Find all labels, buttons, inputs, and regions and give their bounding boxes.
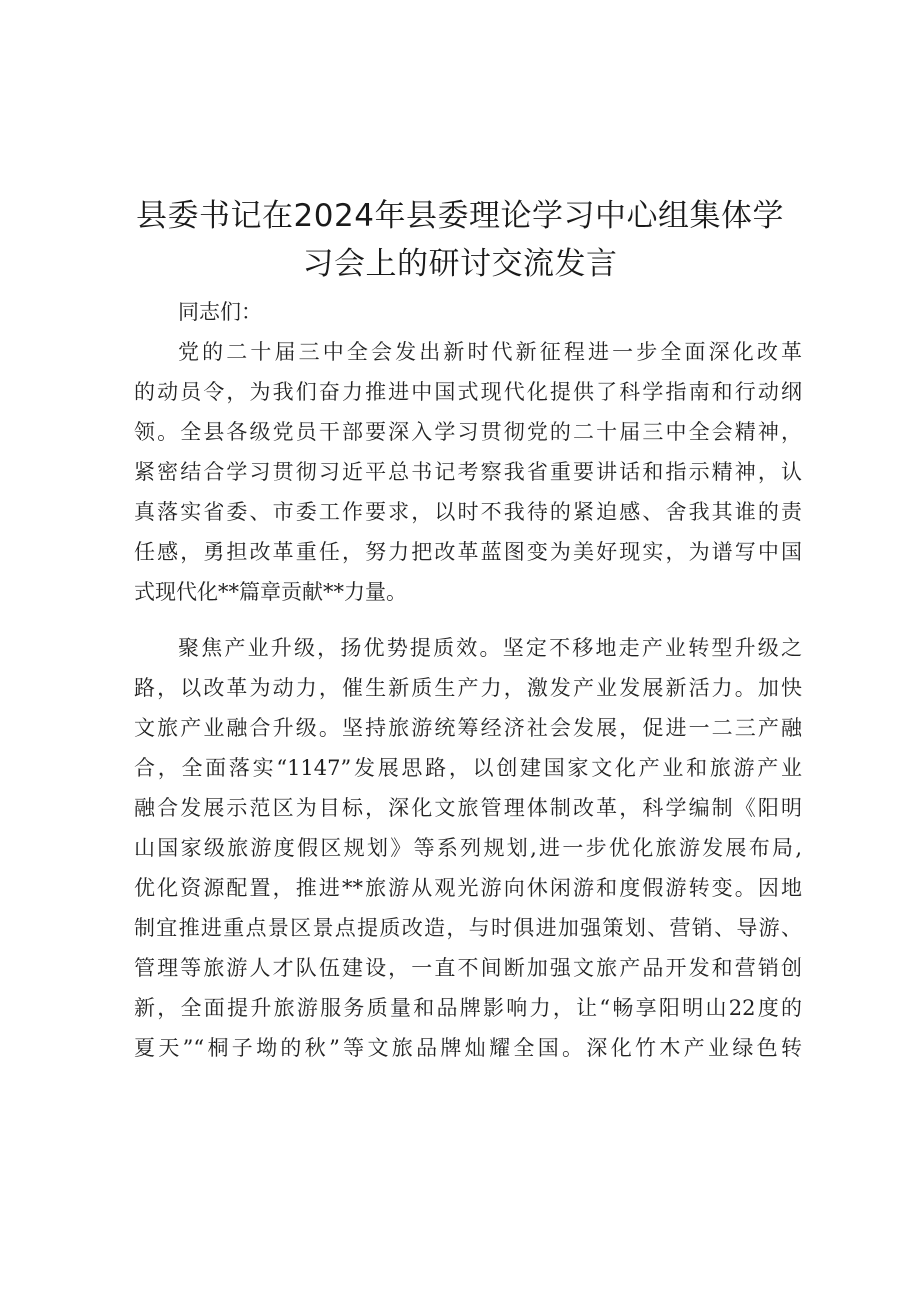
paragraph-line: 紧密结合学习贯彻习近平总书记考察我省重要讲话和指示精神，认 [134,460,802,484]
paragraph-line: 领。全县各级党员干部要深入学习贯彻党的二十届三中全会精神， [134,420,802,444]
paragraph-line: 的动员令，为我们奋力推进中国式现代化提供了科学指南和行动纲 [134,380,802,404]
document-title [100,192,820,288]
paragraph-line: 任感，勇担改革重任，努力把改革蓝图变为美好现实，为谱写中国 [134,540,802,564]
paragraph-line: 文旅产业融合升级。坚持旅游统筹经济社会发展，促进一二三产融 [134,716,802,740]
paragraph-line: 合，全面落实“1147”发展思路，以创建国家文化产业和旅游产业 [134,756,802,780]
paragraph-line: 路，以改革为动力，催生新质生产力，激发产业发展新活力。加快 [134,676,802,700]
paragraph-line: 式现代化**篇章贡献**力量。 [134,580,407,604]
paragraph-line: 新，全面提升旅游服务质量和品牌影响力，让“畅享阳明山22度的 [134,996,802,1020]
paragraph-line: 制宜推进重点景区景点提质改造，与时俱进加强策划、营销、导游、 [134,916,802,940]
salutation: 同志们： [178,300,262,324]
paragraph-line: 党的二十届三中全会发出新时代新征程进一步全面深化改革 [178,340,802,364]
paragraph-line: 真落实省委、市委工作要求，以时不我待的紧迫感、舍我其谁的责 [134,500,802,524]
paragraph-line: 聚焦产业升级，扬优势提质效。坚定不移地走产业转型升级之 [178,636,802,660]
paragraph-line: 管理等旅游人才队伍建设，一直不间断加强文旅产品开发和营销创 [134,956,802,980]
paragraph-2 [134,628,802,1068]
paragraph-1 [134,332,802,612]
title-line: 县委书记在2024年县委理论学习中心组集体学 [136,198,784,234]
paragraph-line: 山国家级旅游度假区规划》等系列规划,进一步优化旅游发展布局, [134,836,802,860]
paragraph-line: 夏天”“桐子坳的秋”等文旅品牌灿耀全国。深化竹木产业绿色转 [134,1036,802,1060]
paragraph-line: 优化资源配置，推进**旅游从观光游向休闲游和度假游转变。因地 [134,876,802,900]
paragraph-line: 融合发展示范区为目标，深化文旅管理体制改革，科学编制《阳明 [134,796,802,820]
title-line: 习会上的研讨交流发言 [302,246,618,282]
